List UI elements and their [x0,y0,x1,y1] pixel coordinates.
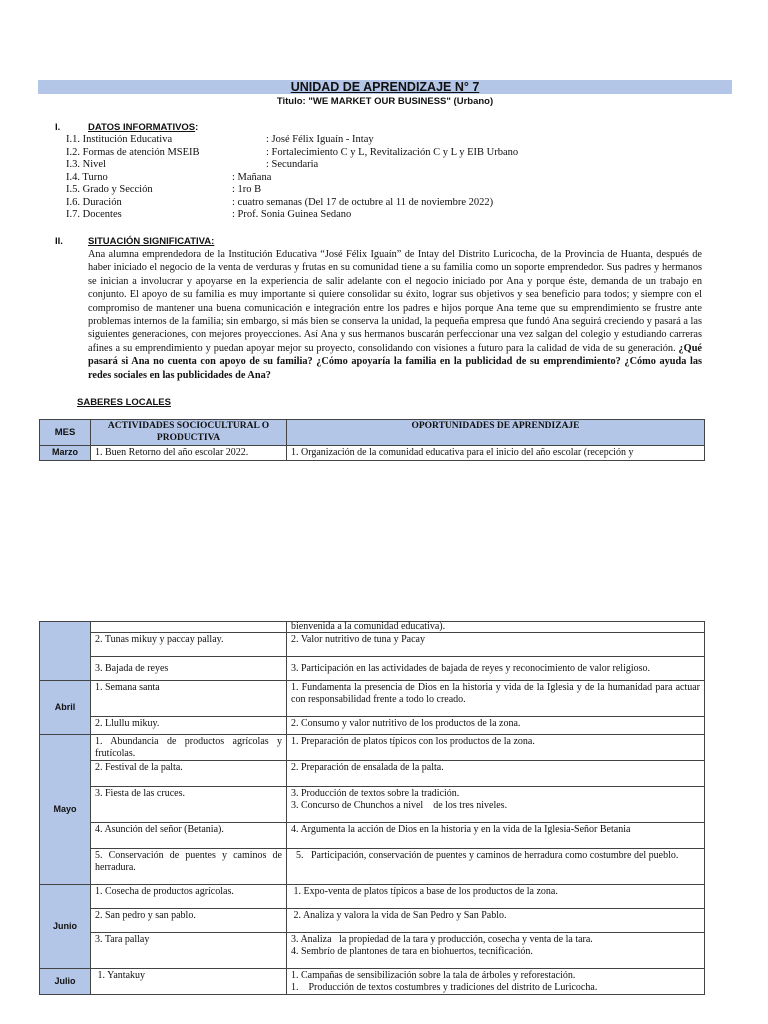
month-marzo-cont [40,622,91,681]
info-value-formas: : Fortalecimiento C y L, Revitalización C y L y EIB Urbano [266,146,519,158]
page-subtitle: Titulo: "WE MARKET OUR BUSINESS" (Urbano) [276,96,494,107]
opportunity-cell [287,969,705,995]
activity-cell: 4. Asunción del señor (Betania). [91,823,287,849]
title-bar [38,80,732,94]
saberes-table-top [39,419,705,461]
opportunity-line: 4. Sembrío de plantones de tara en biohuertos, tecnificación. [291,945,533,957]
opportunity-cell [287,787,705,823]
table-row [40,885,705,909]
table-row [40,633,705,657]
opportunity-cell: 2. Consumo y valor nutritivo de los productos de la zona. [287,717,705,735]
table-row [40,849,705,885]
section1-number: I. [55,122,61,133]
opportunity-cell: 1. Organización de la comunidad educativa para el inicio del año escolar (recepción y [287,446,705,461]
info-label-duracion: I.6. Duración [66,196,122,208]
opportunity-line: 1. Campañas de sensibilización sobre la tala de árboles y reforestación. [291,970,576,981]
activity-cell: 2. Llullu mikuy. [91,717,287,735]
table-row [40,761,705,787]
activity-cell: 2. Tunas mikuy y paccay pallay. [91,633,287,657]
info-label-institucion: I.1. Institución Educativa [66,134,173,145]
activity-cell: 3. Bajada de reyes [91,657,287,681]
opportunity-cell: 1. Preparación de platos típicos con los productos de la zona. [287,735,705,761]
activity-cell: 1. Cosecha de productos agrícolas. [91,885,287,909]
activity-cell: 1. Semana santa [91,681,287,717]
info-value-docentes: : Prof. Sonia Guinea Sedano [232,209,352,220]
opportunity-line: 1. Producción de textos costumbres y tradiciones del distrito de Luricocha. [291,981,598,993]
info-label-grado: I.5. Grado y Sección [66,184,153,195]
opportunity-cell: 4. Argumenta la acción de Dios en la historia y en la vida de la Iglesia-Señor Betania [287,823,705,849]
table-row [40,787,705,823]
table-row [40,735,705,761]
section2-number: II. [55,236,63,247]
opportunity-cell: 3. Participación en las actividades de bajada de reyes y reconocimiento de valor religioso. [287,657,705,681]
section1-heading-colon: : [195,122,199,133]
month-abril: Abril [40,681,91,735]
opportunity-cell: 5. Participación, conservación de puentes y caminos de herradura como costumbre del pueblo. [287,849,705,885]
opportunity-cell [287,933,705,969]
month-junio: Junio [40,885,91,969]
activity-cell: 1. Yantakuy [91,969,287,995]
opportunity-cell: 2. Analiza y valora la vida de San Pedro y San Pablo. [287,909,705,933]
activity-cell: 2. San pedro y san pablo. [91,909,287,933]
info-label-docentes: I.7. Docentes [66,209,122,220]
opportunity-cell: 2. Valor nutritivo de tuna y Pacay [287,633,705,657]
month-marzo: Marzo [40,446,91,461]
opportunity-cell: 1. Expo-venta de platos típicos a base de los productos de la zona. [287,885,705,909]
header-mes: MES [40,420,91,446]
table-row [40,681,705,717]
info-value-grado: : 1ro B [232,184,262,195]
activity-cell: 1. Buen Retorno del año escolar 2022. [91,446,287,461]
opportunity-line: 3. Producción de textos sobre la tradición. [291,788,460,799]
situacion-paragraph [88,248,702,382]
info-label-turno: I.4. Turno [66,171,108,183]
info-label-formas: I.2. Formas de atención MSEIB [66,146,200,158]
table-row [40,657,705,681]
section2-heading: SITUACIÓN SIGNIFICATIVA: [88,236,215,247]
table-row [40,622,705,633]
info-label-nivel: I.3. Nivel [66,159,106,170]
activity-cell [91,622,287,633]
activity-cell: 2. Festival de la palta. [91,761,287,787]
opportunity-line: 3. Analiza la propiedad de la tara y producción, cosecha y venta de la tara. [291,934,593,945]
opportunity-cell: bienvenida a la comunidad educativa). [287,622,705,633]
month-mayo: Mayo [40,735,91,885]
situacion-text: Ana alumna emprendedora de la Institución Educativa “José Félix Iguaín” de Intay del Distrito Luricocha, de la Provincia de Huanta, después de haber iniciado el negocio de la venta de verduras y frutas en su comunidad tiene a su familia como un soporte emprendedor. Sus padres y hermanos se inician a involucrar y apoyarse en la experiencia de salir adelante con el negocio iniciado por Ana y porque éste, demanda de un trabajo en conjunto. El apoyo de su familia es muy importante si quiere consolidar su éxito, lograr sus objetivos y sea beneficio para todos; y siempre con el compromiso de mantener una buena comunicación e integración entre los padres e hijos porque Ana teme que su emprendimiento se frustre ante problemas internos de la familia; sin embargo, si más bien se conserva la unidad, la pequeña empresa que fundó Ana seguirá creciendo y pasará a las siguientes generaciones, con mejores proyecciones. Así Ana y sus hermanos buscarán perfeccionar una vez salgan del colegio y estudiando carreras afines a su emprendimiento y puedan apoyar mejor su proyecto, consolidando con visiones a futuro para la calidad de vida de su generación. [88,249,702,354]
saberes-table-bottom [39,621,705,995]
info-value-nivel: : Secundaria [266,159,319,170]
info-value-turno: : Mañana [232,171,272,183]
opportunity-cell: 1. Fundamenta la presencia de Dios en la historia y vida de la Iglesia y de la humanidad para actuar con responsabilidad frente a todo lo creado. [287,681,705,717]
info-value-duracion: : cuatro semanas (Del 17 de octubre al 11 de noviembre 2022) [232,196,494,208]
header-oportunidades: OPORTUNIDADES DE APRENDIZAJE [287,420,705,446]
activity-cell: 5. Conservación de puentes y caminos de herradura. [91,849,287,885]
situacion-questions: ¿Qué pasará si Ana no cuenta con apoyo de su familia? ¿Cómo apoyaría la familia en la publicidad de su emprendimiento? ¿Cómo ayuda las redes sociales en las publicidades de Ana? [88,342,702,381]
table-row [40,446,705,461]
table-row [40,969,705,995]
info-value-institucion: : José Félix Iguaín - Intay [266,134,374,145]
table-row [40,823,705,849]
table-row [40,909,705,933]
opportunity-line: 3. Concurso de Chunchos a nivel de los tres niveles. [291,799,508,811]
activity-cell: 3. Fiesta de las cruces. [91,787,287,823]
header-actividades: ACTIVIDADES SOCIOCULTURAL O PRODUCTIVA [91,420,287,446]
page-title: UNIDAD DE APRENDIZAJE N° 7 [290,80,480,94]
activity-cell: 3. Tara pallay [91,933,287,969]
saberes-title: SABERES LOCALES [77,397,171,408]
table-row [40,717,705,735]
activity-cell: 1. Abundancia de productos agrícolas y frutícolas. [91,735,287,761]
table-header-row [40,420,705,446]
opportunity-cell: 2. Preparación de ensalada de la palta. [287,761,705,787]
month-julio: Julio [40,969,91,995]
table-row [40,933,705,969]
section1-heading-text: DATOS INFORMATIVOS [88,122,196,133]
section1-heading [88,122,198,133]
